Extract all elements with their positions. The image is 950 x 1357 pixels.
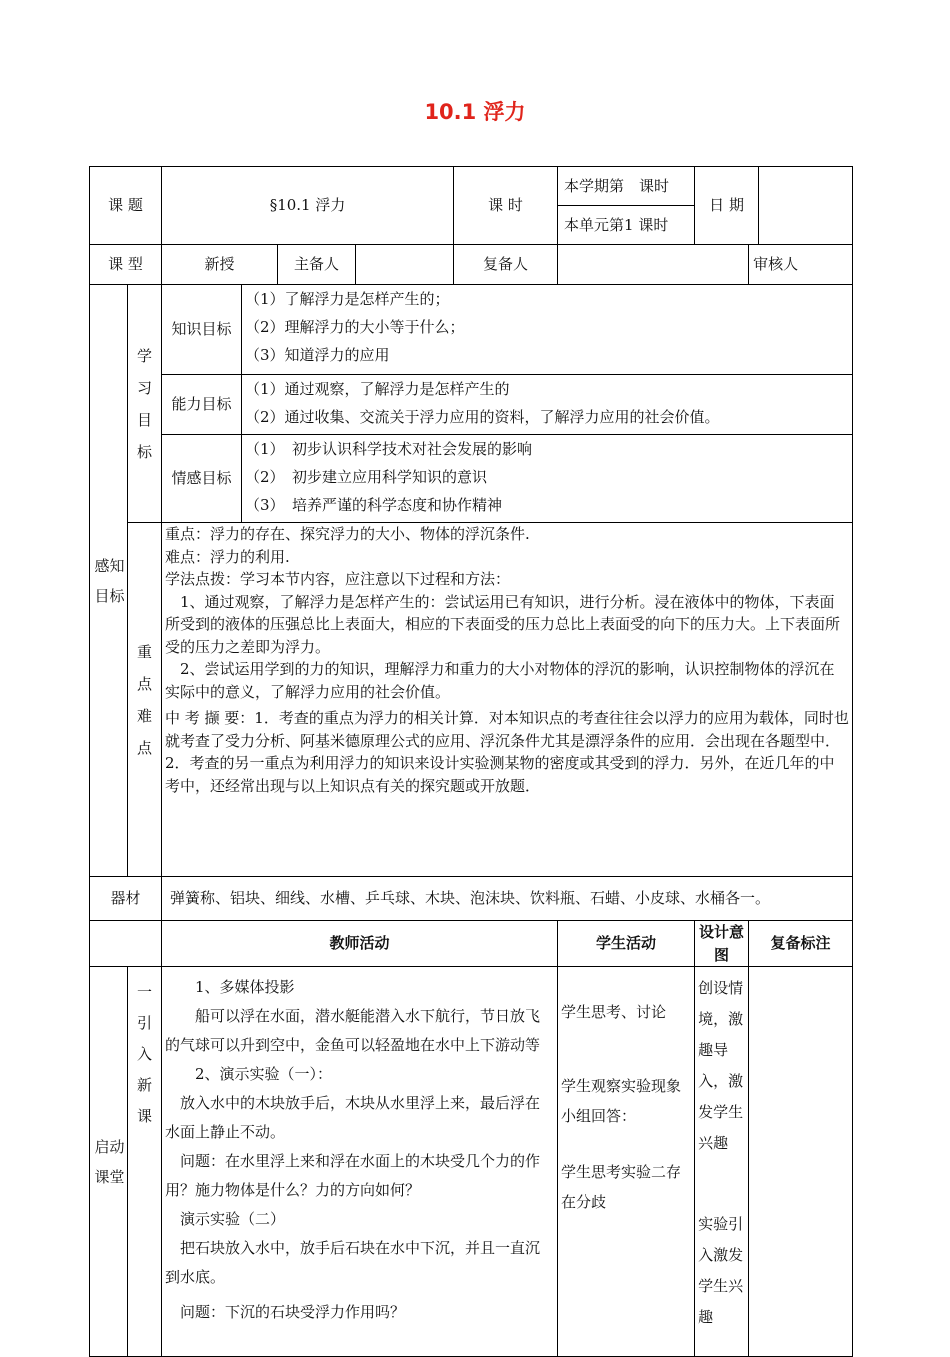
zhongdian-label <box>128 523 162 877</box>
qinggan-item: （2） 初步建立应用科学知识的意识 <box>245 468 488 486</box>
header-blank <box>90 921 162 967</box>
method-2: 2、尝试运用学到的力的知识，理解浮力和重力的大小对物体的浮沉的影响，认识控制物体的浮沉在实际中的意义，了解浮力应用的社会价值。 <box>165 660 835 701</box>
design-line: 创设情境，激趣导入，激发学生兴趣 <box>698 979 744 1152</box>
student-activity <box>558 967 695 1357</box>
qinggan-items <box>242 435 853 523</box>
nengli-label: 能力目标 <box>162 375 242 435</box>
riqi-label: 日 期 <box>695 167 759 245</box>
student-line: 学生思考实验二存在分歧 <box>561 1163 682 1211</box>
student-header: 学生活动 <box>558 921 695 967</box>
zhongdian-line: 重点：浮力的存在、探究浮力的大小、物体的浮沉条件. <box>165 525 530 543</box>
teacher-activity <box>162 967 558 1357</box>
teacher-line: 把石块放入水中，放手后石块在水中下沉，并且一直沉到水底。 <box>165 1239 541 1286</box>
fubei-value <box>558 245 749 285</box>
page-title: 10.1 浮力 <box>424 100 526 124</box>
teacher-line: 演示实验（二） <box>180 1210 286 1228</box>
lesson-plan-table <box>89 166 853 1357</box>
riqi-value <box>759 167 853 245</box>
zhongkao-line: 中 考 撷 要：1．考查的重点为浮力的相关计算．对本知识点的考查往往会以浮力的应用为载体，同时也就考查了受力分析、阿基米德原理公式的应用、浮沉条件尤其是漂浮条件的应用．会出现在各题型中．2．考查的另一重点为利用浮力的知识来设计实验测某物的密度或其受到的浮力．另外，在近几年的中考中，还经常出现与以上知识点有关的探究题或开放题． <box>165 709 849 795</box>
fubei-label: 复备人 <box>454 245 558 285</box>
qinggan-label: 情感目标 <box>162 435 242 523</box>
zhongdian-content <box>162 523 853 877</box>
method-1: 1、通过观察，了解浮力是怎样产生的：尝试运用已有知识，进行分析。浸在液体中的物体，下表面所受到的液体的压强总比上表面大，相应的下表面受的压力总比上表面受的向下的压力大。上下表面所受的压力之差即为浮力。 <box>165 592 841 656</box>
keshi-label: 课 时 <box>454 167 558 245</box>
student-line: 学生观察实验现象 <box>561 1077 682 1095</box>
kexing-label: 课 型 <box>90 245 162 285</box>
yinru-label-text: 一引入新课 <box>136 983 152 1125</box>
qinggan-item: （3） 培养严谨的科学态度和协作精神 <box>245 496 503 514</box>
zhongdian-label-text: 重点难点 <box>136 642 152 757</box>
design-header: 设计意图 <box>695 921 749 967</box>
ganzhi-label <box>90 285 128 877</box>
kexing-value: 新授 <box>162 245 278 285</box>
xuefa-line: 学法点拨：学习本节内容，应注意以下过程和方法： <box>165 570 511 588</box>
zhubei-label: 主备人 <box>278 245 356 285</box>
yinru-label <box>128 967 162 1357</box>
zhishi-label: 知识目标 <box>162 285 242 375</box>
zhishi-item: （2）理解浮力的大小等于什么； <box>245 318 465 336</box>
teacher-header: 教师活动 <box>162 921 558 967</box>
zhishi-item: （3）知道浮力的应用 <box>245 346 390 364</box>
equipment-label: 器材 <box>90 877 162 921</box>
xuexi-label <box>128 285 162 523</box>
keti-label: 课 题 <box>90 167 162 245</box>
nengli-item: （2）通过收集、交流关于浮力应用的资料，了解浮力应用的社会价值。 <box>245 408 720 426</box>
review-activity <box>749 967 853 1357</box>
zhubei-value <box>356 245 454 285</box>
qinggan-item: （1） 初步认识科学技术对社会发展的影响 <box>245 440 533 458</box>
equipment-value: 弹簧称、铝块、细线、水槽、乒乓球、木块、泡沫块、饮料瓶、石蜡、小皮球、水桶各一。 <box>162 877 853 921</box>
teacher-line: 问题：下沉的石块受浮力作用吗？ <box>180 1303 406 1321</box>
nandian-line: 难点：浮力的利用. <box>165 547 290 566</box>
shenhe-label: 审核人 <box>749 245 853 285</box>
teacher-line: 2、演示实验（一）： <box>195 1065 333 1083</box>
student-line: 小组回答： <box>561 1107 637 1125</box>
xuexi-label-text: 学习目标 <box>136 346 152 461</box>
keshi-values <box>558 167 695 245</box>
review-header: 复备标注 <box>749 921 853 967</box>
qidong-label <box>90 967 128 1357</box>
zhishi-item: （1）了解浮力是怎样产生的； <box>245 290 450 308</box>
ganzhi-label-text: 感知目标 <box>94 556 125 605</box>
keti-value: §10.1 浮力 <box>162 167 454 245</box>
design-line: 实验引入激发学生兴趣 <box>698 1215 744 1326</box>
teacher-line: 船可以浮在水面，潜水艇能潜入水下航行，节日放飞的气球可以升到空中，金鱼可以轻盈地在水中上下游动等 <box>165 1007 541 1054</box>
teacher-line: 放入水中的木块放手后，木块从水里浮上来，最后浮在水面上静止不动。 <box>165 1094 541 1141</box>
nengli-item: （1）通过观察，了解浮力是怎样产生的 <box>245 380 510 398</box>
zhishi-items <box>242 285 853 375</box>
teacher-line: 问题：在水里浮上来和浮在水面上的木块受几个力的作用？施力物体是什么？力的方向如何？ <box>165 1152 541 1199</box>
design-activity <box>695 967 749 1357</box>
teacher-line: 1、多媒体投影 <box>195 978 295 996</box>
qidong-label-text: 启动课堂 <box>94 1137 125 1186</box>
keshi-line1: 本学期第 课时 <box>558 167 694 206</box>
student-line: 学生思考、讨论 <box>561 1003 667 1021</box>
keshi-line2: 本单元第1 课时 <box>564 216 669 234</box>
nengli-items <box>242 375 853 435</box>
